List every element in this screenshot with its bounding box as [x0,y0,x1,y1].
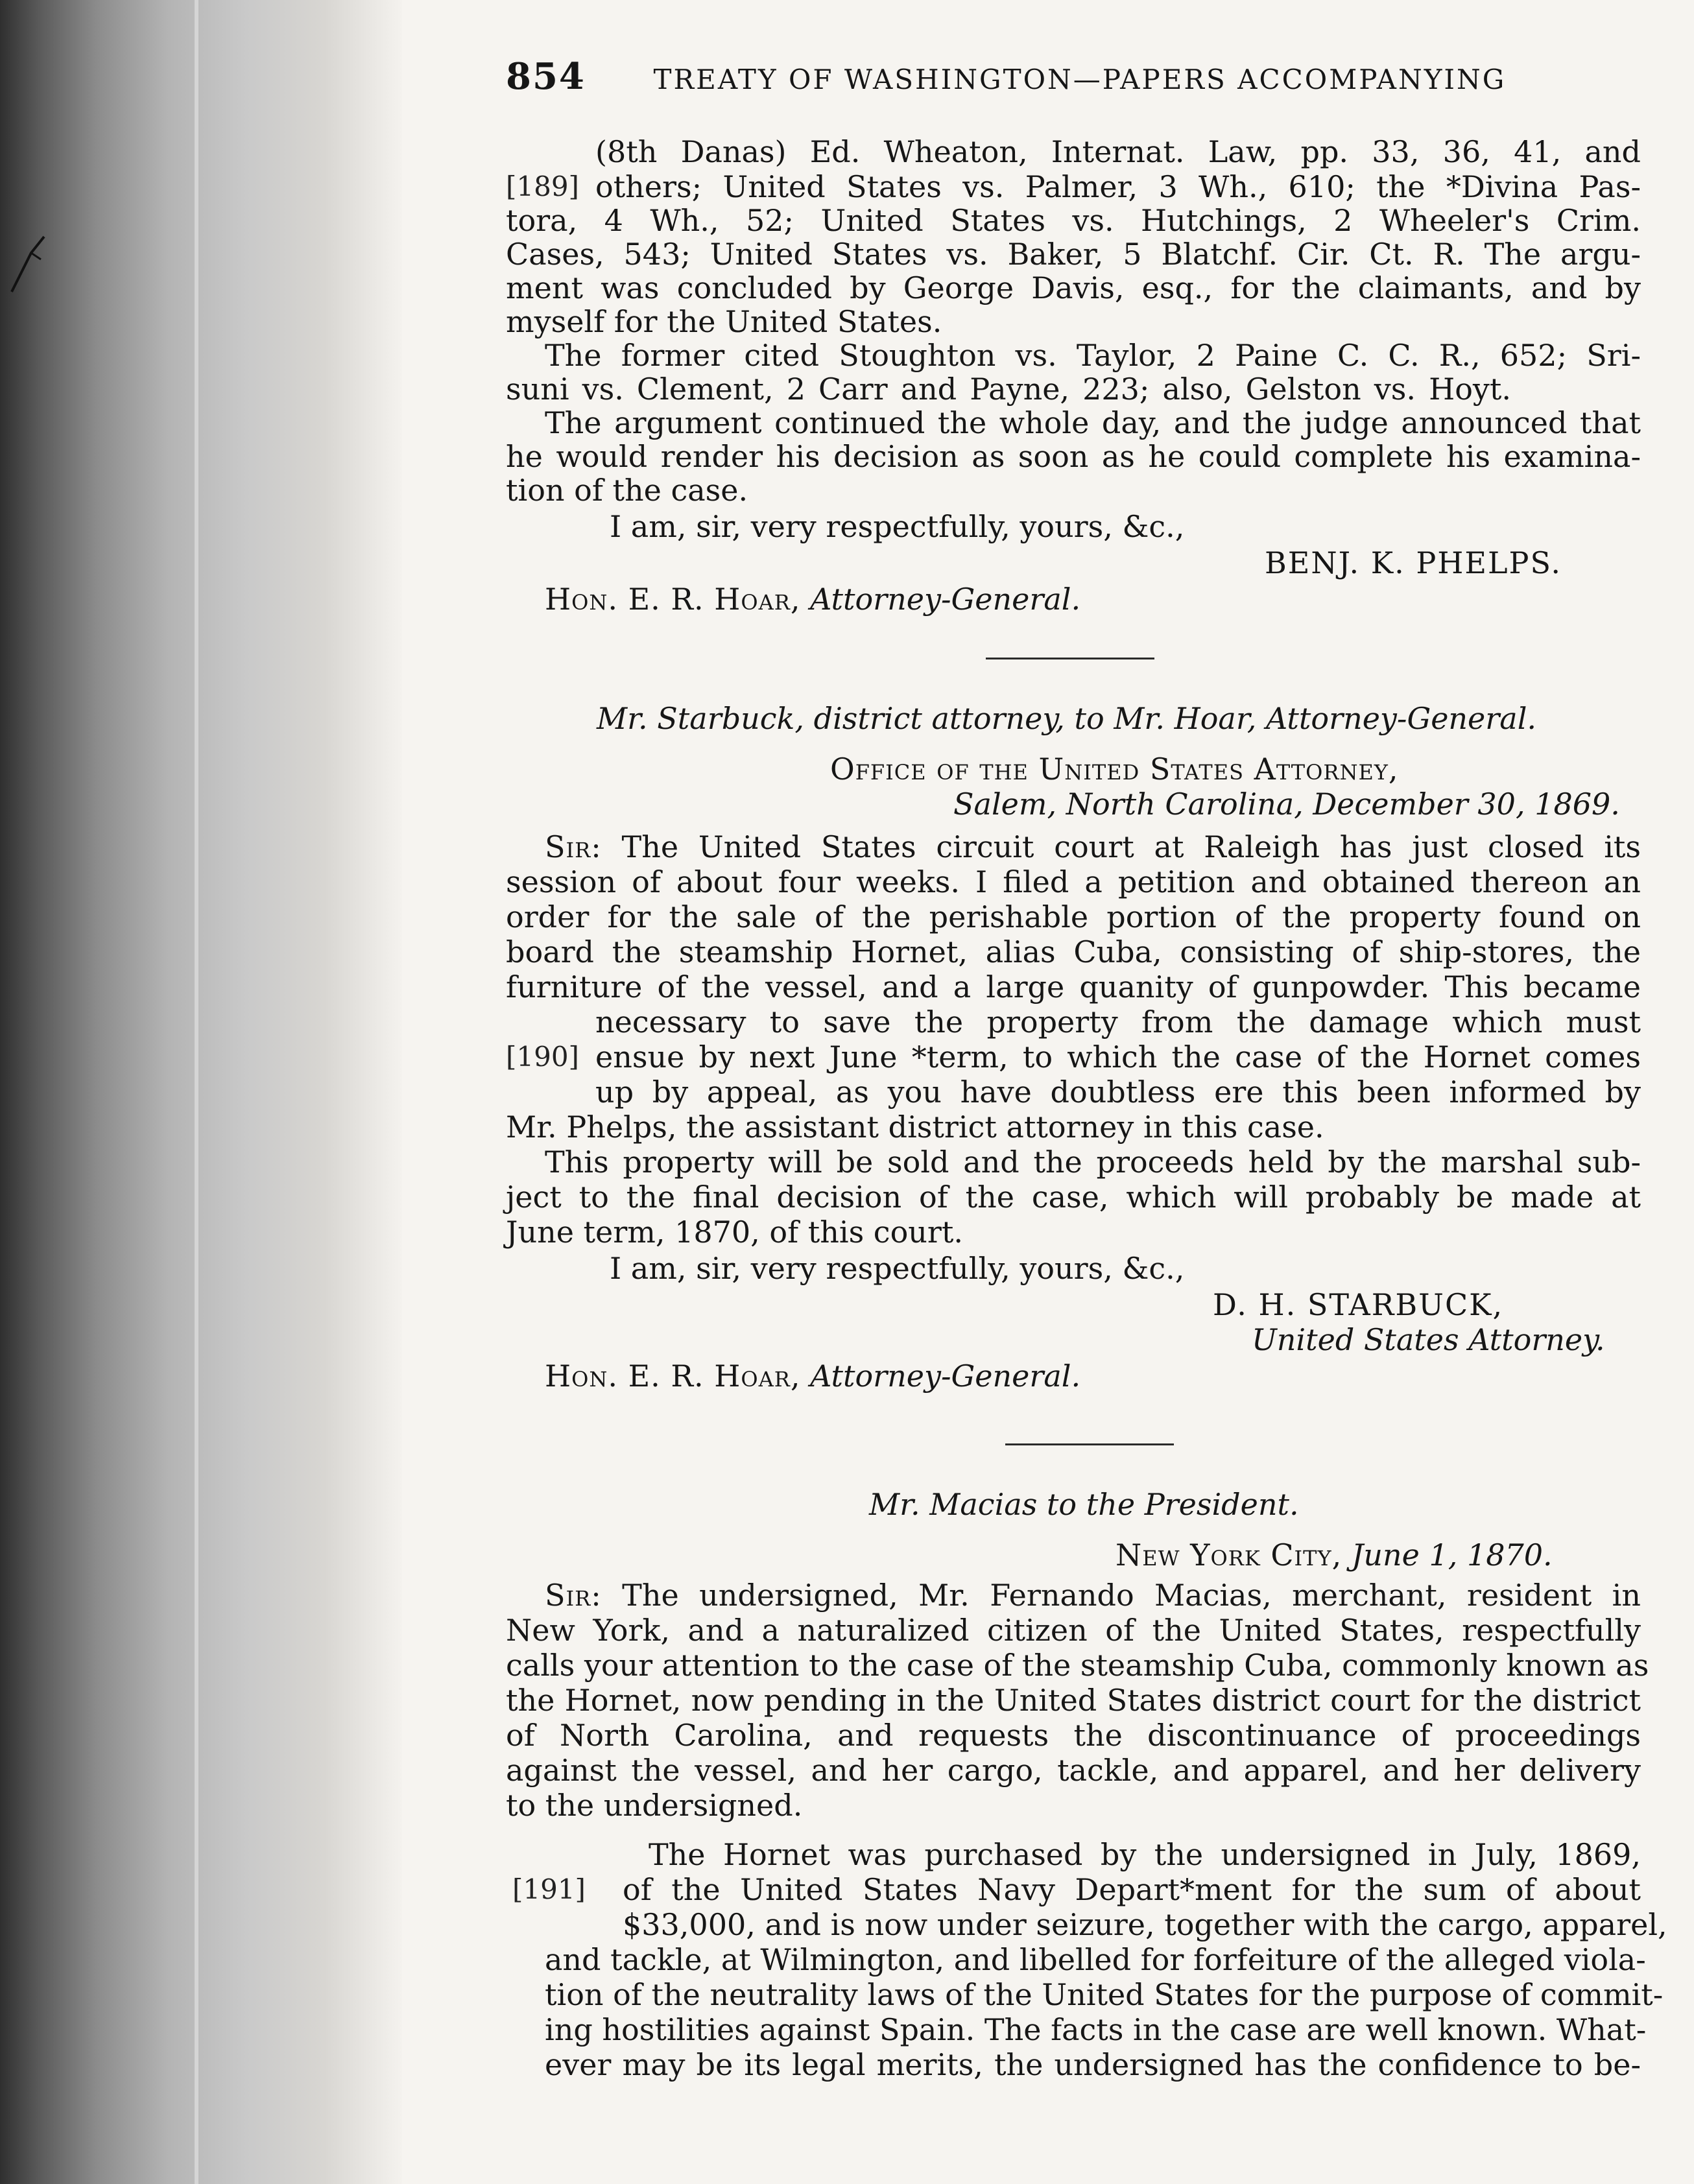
signature-title: United States Attorney. [1252,1322,1605,1357]
running-header [506,55,1507,98]
text-line: he would render his decision as soon as he could complete his examina- [506,439,1641,474]
text-line: ing hostilities against Spain. The facts in the case are well known. What- [545,2012,1647,2047]
signature: BENJ. K. PHELPS. [1265,545,1562,580]
binding-stripe [195,0,198,2184]
text-line: Sir: The undersigned, Mr. Fernando Macias, merchant, resident in [545,1578,1641,1613]
text-line: up by appeal, as you have doubtless ere this been informed by [595,1074,1641,1110]
text-line: New York, and a naturalized citizen of the United States, respectfully [506,1613,1641,1648]
salutation: Sir: [545,829,602,864]
dateline: Salem, North Carolina, December 30, 1869. [953,787,1620,822]
addressee-title: Attorney-General. [810,582,1081,617]
text-line: order for the sale of the perishable portion of the property found on [506,899,1641,934]
text-line: necessary to save the property from the damage which must [595,1004,1641,1039]
signature: D. H. STARBUCK, [1213,1287,1504,1322]
page-number: 854 [506,55,586,98]
letter-heading: Mr. Macias to the President. [869,1487,1299,1522]
margin-ref: [190] [506,1041,579,1073]
addressee-name: Hon. E. R. Hoar, [545,582,801,617]
letter-heading: Mr. Starbuck, district attorney, to Mr. Hoar, Attorney-General. [597,701,1537,736]
text-line: ject to the final decision of the case, which will probably be made at [506,1180,1641,1215]
text-line: Cases, 543; United States vs. Baker, 5 Blatchf. Cir. Ct. R. The argu- [506,237,1641,272]
text-line: tion of the case. [506,473,748,508]
text-line: and tackle, at Wilmington, and libelled for forfeiture of the alleged viola- [545,1942,1646,1977]
section-divider [1005,1443,1174,1445]
text-line: The former cited Stoughton vs. Taylor, 2 Paine C. C. R., 652; Sri- [545,338,1641,373]
text-line: (8th Danas) Ed. Wheaton, Internat. Law, pp. 33, 36, 41, and [595,134,1641,169]
text-line: of the United States Navy Depart*ment for the sum of about [623,1872,1641,1907]
text-line: of North Carolina, and requests the discontinuance of proceedings [506,1718,1641,1753]
text-line: This property will be sold and the proceeds held by the marshal sub- [545,1145,1641,1180]
text-line: against the vessel, and her cargo, tackle, and apparel, and her delivery [506,1753,1641,1788]
office-line: Office of the United States Attorney, [830,752,1399,787]
text-line: Mr. Phelps, the assistant district attorney in this case. [506,1110,1324,1145]
text-line: June term, 1870, of this court. [506,1215,963,1250]
section-divider [986,658,1154,659]
text-line: The Hornet was purchased by the undersigned in July, 1869, [649,1837,1641,1872]
addressee [545,1359,1080,1393]
margin-ref: [189] [506,171,579,202]
margin-ref: [191] [512,1873,586,1905]
salutation: Sir: [545,1578,602,1613]
text-line: suni vs. Clement, 2 Carr and Payne, 223; also, Gelston vs. Hoyt. [506,372,1511,407]
text-line: board the steamship Hornet, alias Cuba, consisting of ship-stores, the [506,934,1641,969]
text-line: session of about four weeks. I filed a petition and obtained thereon an [506,864,1641,899]
text-line: the Hornet, now pending in the United States district court for the district [506,1683,1641,1718]
addressee [545,582,1080,616]
text-line: ensue by next June *term, to which the case of the Hornet comes [595,1039,1641,1074]
pencil-mark-icon [5,227,51,298]
addressee-name: Hon. E. R. Hoar, [545,1359,801,1394]
text-line: tora, 4 Wh., 52; United States vs. Hutchings, 2 Wheeler's Crim. [506,203,1641,238]
dateline-date: June 1, 1870. [1351,1537,1553,1573]
dateline [1115,1538,1553,1572]
text-line: $33,000, and is now under seizure, together with the cargo, apparel, [623,1907,1667,1942]
text-line: The argument continued the whole day, and the judge announced that [545,405,1641,440]
addressee-title: Attorney-General. [810,1359,1081,1394]
text-line: myself for the United States. [506,304,942,339]
text-line: ever may be its legal merits, the undersigned has the confidence to be- [545,2047,1641,2082]
text-line: calls your attention to the case of the steamship Cuba, commonly known as [506,1648,1649,1683]
text-line: tion of the neutrality laws of the United States for the purpose of commit- [545,1977,1664,2012]
running-title: TREATY OF WASHINGTON—PAPERS ACCOMPANYING [653,64,1507,95]
closing-line: I am, sir, very respectfully, yours, &c., [610,509,1185,544]
text-line: to the undersigned. [506,1788,803,1823]
text-line: ment was concluded by George Davis, esq., for the claimants, and by [506,270,1641,305]
dateline-place: New York City, [1115,1537,1342,1573]
closing-line: I am, sir, very respectfully, yours, &c., [610,1251,1185,1286]
text-line: Sir: The United States circuit court at Raleigh has just closed its [545,829,1641,864]
text-line: others; United States vs. Palmer, 3 Wh., 610; the *Divina Pas- [595,169,1641,204]
page-binding-shadow [0,0,402,2184]
text-line: furniture of the vessel, and a large quanity of gunpowder. This became [506,969,1641,1004]
